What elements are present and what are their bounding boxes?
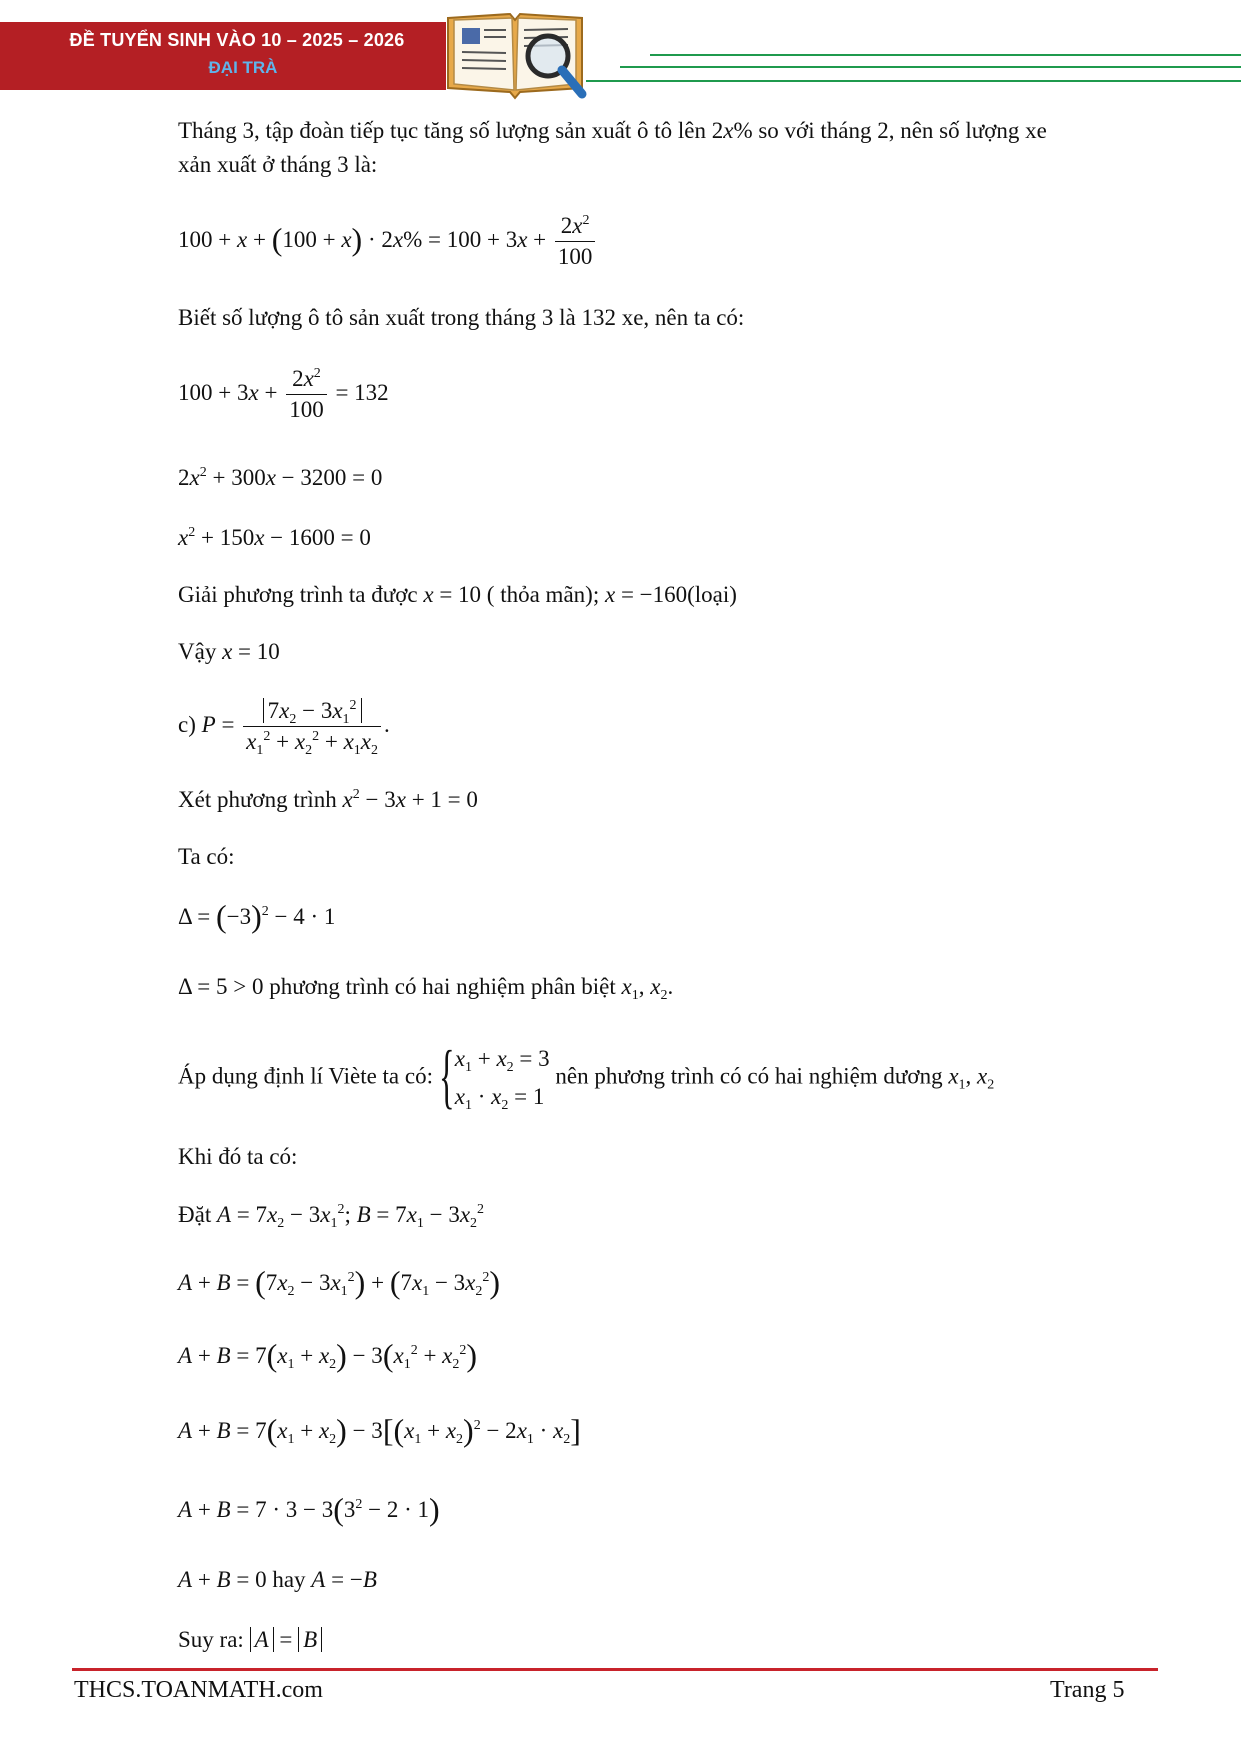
equation-AB-1: $A + B = (7x_2 - 3x_1^2) + (7x_1 - 3x_2^2)$ — [178, 1264, 501, 1300]
viete-system: { $x_1 + x_2 = 3$ $x_1 \cdot x_2 = 1$ — [438, 1036, 550, 1116]
equation-delta: $\Delta = (-3)^2 - 4 \cdot 1$ — [178, 898, 336, 934]
equation-AB-4: $A + B = 7 \cdot 3 - 3(3^2 - 2 \cdot 1)$ — [178, 1491, 440, 1527]
paragraph-conclusion-x: Vậy x = 10 — [178, 639, 280, 664]
equation-month3-total: 100 + x + (100 + x) · 2x% = 100 + 3x + $\frac{2x^2}{100}$ — [178, 213, 598, 270]
footer-page-number: Trang 5 — [1050, 1677, 1125, 1703]
header-subtitle: ĐẠI TRÀ — [208, 58, 278, 77]
part-c-expression: c) P = $\frac{7x_2 - 3x_1^2}{x_1^2 + x_2^2 + x_1x_2}$ . — [178, 698, 390, 758]
equation-set-132: 100 + 3x + $\frac{2x^2}{100}$ = 132 — [178, 366, 389, 422]
paragraph-we-have: Ta có: — [178, 844, 235, 869]
book-magnifier-icon — [440, 0, 590, 104]
header-rule-top — [650, 54, 1241, 56]
paragraph-therefore: Suy ra: A = B — [178, 1627, 322, 1653]
paragraph-solution: Giải phương trình ta được x = 10 ( thỏa mãn); x = −160(loại) — [178, 582, 737, 607]
equation-AB-3: $A + B = 7(x_1 + x_2) - 3[(x_1 + x_2)^2 - 2x_1 \cdot x_2]$ — [178, 1412, 581, 1448]
header-rule-bottom — [586, 80, 1241, 82]
paragraph-month3: Tháng 3, tập đoàn tiếp tục tăng số lượng sản xuất ô tô lên 2x% so với tháng 2, nên số lượng xe — [178, 118, 1047, 143]
paragraph-then: Khi đó ta có: — [178, 1144, 298, 1169]
equation-AB-2: $A + B = 7(x_1 + x_2) - 3(x_1^2 + x_2^2)$ — [178, 1337, 478, 1373]
footer-site-link[interactable]: THCS.TOANMATH.com — [74, 1677, 323, 1703]
equation-quadratic-1: $2x^2 + 300x - 3200 = 0$ — [178, 465, 383, 490]
footer-rule — [72, 1668, 1158, 1671]
paragraph-month3-cont: xản xuất ở tháng 3 là: — [178, 152, 378, 177]
paragraph-delta-positive: Δ = 5 > 0 phương trình có hai nghiệm phân biệt $x_1$, $x_2$. — [178, 974, 674, 1003]
header-title: ĐỀ TUYỂN SINH VÀO 10 – 2025 – 2026 — [69, 30, 405, 50]
paragraph-known-132: Biết số lượng ô tô sản xuất trong tháng 3 là 132 xe, nên ta có: — [178, 305, 745, 330]
header-rule-middle — [620, 66, 1241, 68]
equation-AB-5: A + B = 0 hay A = −B — [178, 1567, 377, 1592]
paragraph-viete: Áp dụng định lí Viète ta có: { $x_1 + x_2 = 3$ $x_1 \cdot x_2 = 1$ nên phương trình có có hai nghiệm dương $x_1$, $x_2$ — [178, 1036, 995, 1116]
equation-quadratic-2: $x^2 + 150x - 1600 = 0$ — [178, 525, 371, 550]
paragraph-consider-equation: Xét phương trình $x^2 - 3x + 1 = 0$ — [178, 787, 478, 812]
paragraph-define-AB: Đặt $A = 7x_2 - 3x_1^2$; $B = 7x_1 - 3x_2^2$ — [178, 1202, 485, 1231]
